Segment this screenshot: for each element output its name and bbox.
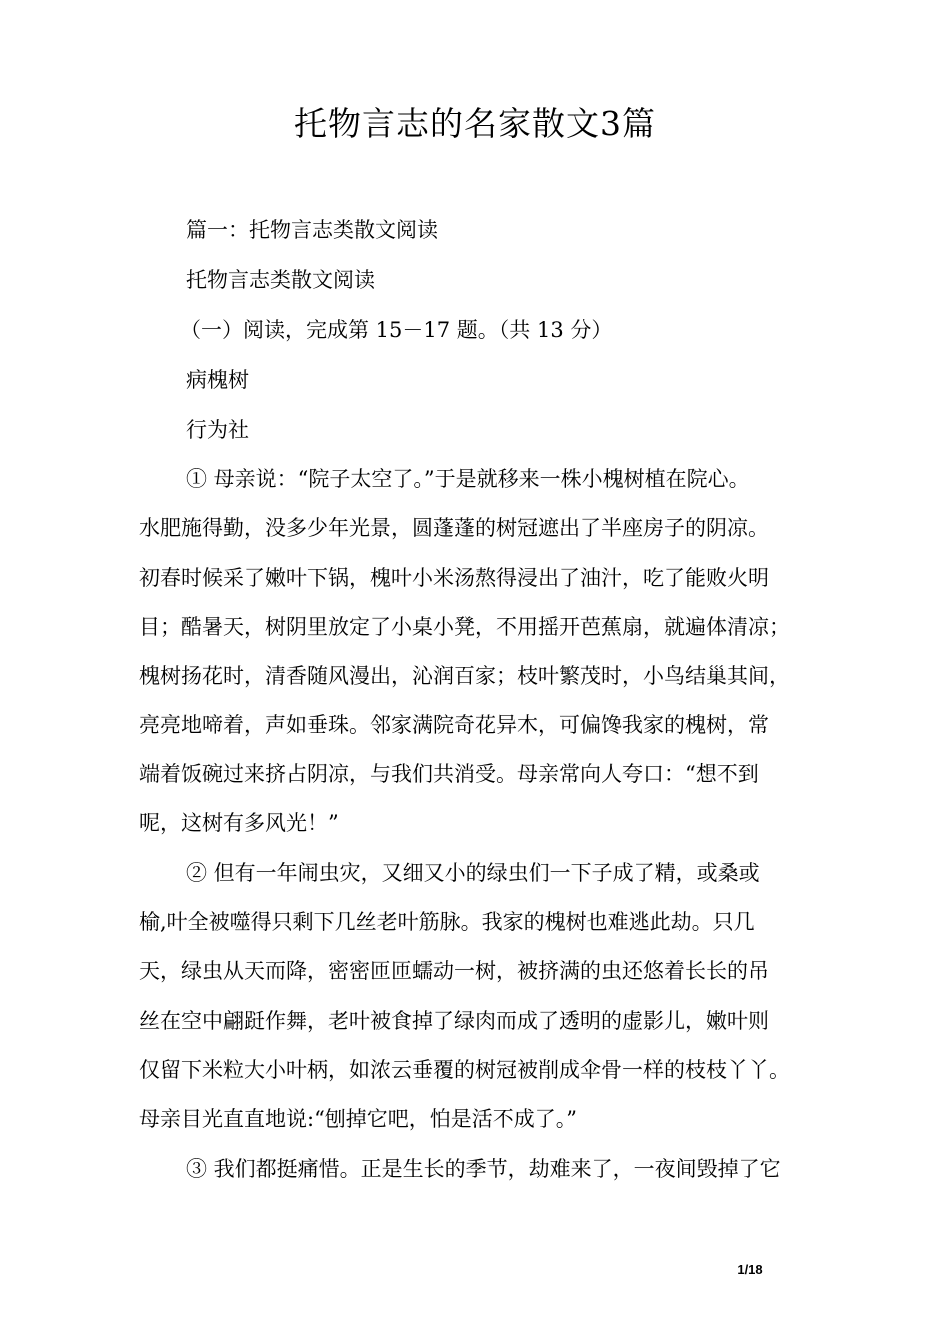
section-heading: 篇一：托物言志类散文阅读 bbox=[186, 218, 438, 242]
article-title: 病槐树 bbox=[186, 368, 249, 392]
body-line: 水肥施得勤，没多少年光景，圆蓬蓬的树冠遮出了半座房子的阴凉。 bbox=[139, 516, 769, 540]
body-line: 仅留下米粒大小叶柄，如浓云垂覆的树冠被削成伞骨一样的枝枝丫丫。 bbox=[139, 1058, 790, 1082]
instruction: （一）阅读，完成第 15－17 题。（共 13 分） bbox=[180, 318, 613, 342]
body-line: ① 母亲说：“院子太空了。”于是就移来一株小槐树植在院心。 bbox=[186, 467, 750, 491]
body-line: ② 但有一年闹虫灾，又细又小的绿虫们一下子成了精，或桑或 bbox=[186, 861, 760, 885]
body-line: 榆,叶全被噬得只剩下几丝老叶筋脉。我家的槐树也难逃此劫。只几 bbox=[139, 910, 755, 934]
body-line: 目；酷暑天，树阴里放定了小桌小凳，不用摇开芭蕉扇，就遍体清凉； bbox=[139, 615, 790, 639]
body-line: ③ 我们都挺痛惜。正是生长的季节，劫难来了，一夜间毁掉了它 bbox=[186, 1157, 781, 1181]
body-line: 母亲目光直直地说:“刨掉它吧，怕是活不成了。” bbox=[139, 1107, 578, 1131]
page-number: 1/18 bbox=[737, 1262, 763, 1277]
body-line: 槐树扬花时，清香随风漫出，沁润百家；枝叶繁茂时，小鸟结巢其间， bbox=[139, 664, 790, 688]
article-author: 行为社 bbox=[186, 418, 249, 442]
body-line: 天，绿虫从天而降，密密匝匝蠕动一树，被挤满的虫还悠着长长的吊 bbox=[139, 959, 769, 983]
document-title: 托物言志的名家散文3篇 bbox=[294, 104, 656, 143]
body-line: 端着饭碗过来挤占阴凉，与我们共消受。母亲常向人夸口：“想不到 bbox=[139, 762, 759, 786]
subheading: 托物言志类散文阅读 bbox=[186, 268, 375, 292]
body-line: 初春时候采了嫩叶下锅，槐叶小米汤熬得浸出了油汁，吃了能败火明 bbox=[139, 566, 769, 590]
body-line: 呢，这树有多风光！” bbox=[139, 811, 339, 835]
body-line: 亮亮地啼着，声如垂珠。邻家满院奇花异木，可偏馋我家的槐树，常 bbox=[139, 713, 769, 737]
body-line: 丝在空中翩跹作舞，老叶被食掉了绿肉而成了透明的虚影儿，嫩叶则 bbox=[139, 1009, 769, 1033]
